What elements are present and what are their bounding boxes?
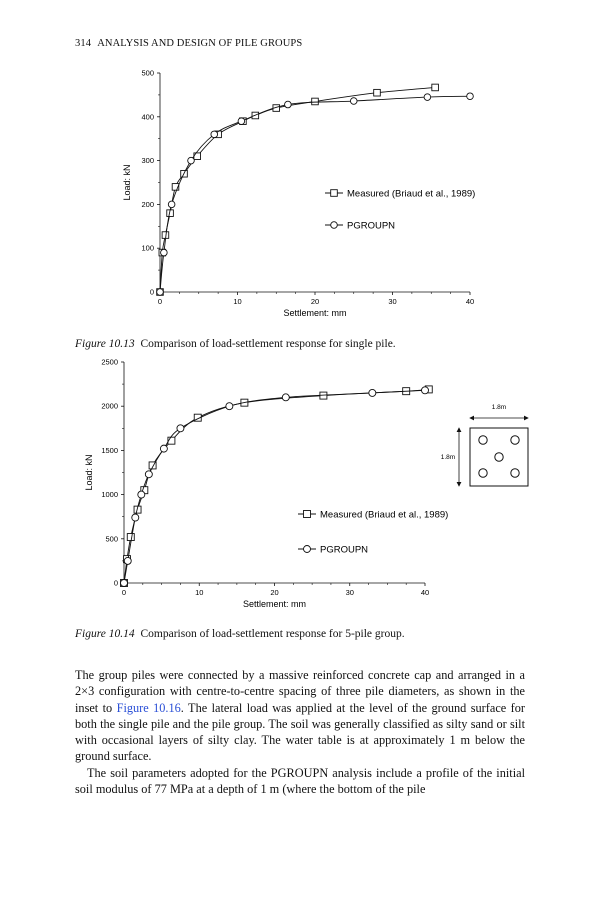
- y-tick-label: 100: [141, 243, 154, 253]
- x-tick-label: 10: [195, 588, 204, 597]
- pile-5: [511, 469, 519, 477]
- inset-width-label: 1.8m: [491, 404, 507, 411]
- paragraph-1-start: The group piles were connected by a massive reinforced concrete cap and arranged in a 2×3 configuration with centre-to-centre spacing of three pile diameters, as shown in the inset to: [75, 668, 525, 715]
- y-tick-label: 0: [113, 578, 118, 588]
- y-tick-label: 300: [141, 156, 154, 166]
- x-tick-label: 0: [121, 588, 127, 597]
- y-tick-label: 1500: [101, 445, 118, 455]
- pile-cap: [470, 428, 528, 486]
- x-tick-label: 20: [310, 297, 320, 306]
- y-tick-label: 2000: [101, 401, 118, 411]
- figure-10-14-caption: [75, 628, 405, 640]
- running-title: ANALYSIS AND DESIGN OF PILE GROUPS: [97, 38, 303, 49]
- legend-label: PGROUPN: [347, 220, 396, 232]
- body-text: [75, 667, 525, 797]
- pile-1: [479, 436, 487, 444]
- x-tick-label: 30: [345, 588, 354, 597]
- y-tick-label: 500: [141, 68, 154, 78]
- paragraph-1: [75, 667, 525, 765]
- y-tick-label: 200: [141, 199, 154, 209]
- figure-label: Figure 10.14: [75, 628, 135, 640]
- inset-height-label: 1.8m: [440, 454, 456, 461]
- x-tick-label: 20: [270, 588, 279, 597]
- legend-label: PGROUPN: [320, 544, 369, 556]
- page-number: 314: [75, 38, 92, 49]
- y-tick-label: 2500: [101, 357, 118, 367]
- y-tick-label: 500: [105, 534, 118, 544]
- y-axis-label: Load: kN: [122, 164, 132, 201]
- pile-3: [495, 453, 503, 461]
- paragraph-1-end: . The lateral load was applied at the level of the ground surface for both the single pile and the pile group. The soil was generally classified as silty sand or silt with occasional layers of silty clay. The water table is at approximately 1 m below the ground surface.: [75, 700, 525, 764]
- y-tick-label: 0: [149, 287, 154, 297]
- x-tick-label: 40: [465, 297, 475, 306]
- x-axis-label: Settlement: mm: [242, 599, 307, 609]
- x-tick-label: 30: [388, 297, 397, 306]
- caption-text: Comparison of load-settlement response for 5-pile group.: [140, 628, 405, 640]
- pile-2: [511, 436, 519, 444]
- x-tick-label: 0: [157, 297, 163, 306]
- paragraph-2: The soil parameters adopted for the PGROUPN analysis include a profile of the initial soil modulus of 77 MPa at a depth of 1 m (where the bottom of the pile: [75, 765, 525, 797]
- x-axis-label: Settlement: mm: [283, 308, 347, 318]
- y-tick-label: 400: [141, 112, 154, 122]
- pile-4: [479, 469, 487, 477]
- x-tick-label: 40: [420, 588, 430, 597]
- figure-10-16-link[interactable]: Figure 10.16: [116, 700, 181, 715]
- figure-label: Figure 10.13: [75, 338, 135, 350]
- legend-label: Measured (Briaud et al., 1989): [320, 509, 449, 521]
- x-tick-label: 10: [233, 297, 242, 306]
- caption-text: Comparison of load-settlement response for single pile.: [140, 338, 396, 350]
- legend-label: Measured (Briaud et al., 1989): [347, 188, 476, 200]
- y-tick-label: 1000: [101, 490, 118, 500]
- y-axis-label: Load: kN: [84, 454, 94, 491]
